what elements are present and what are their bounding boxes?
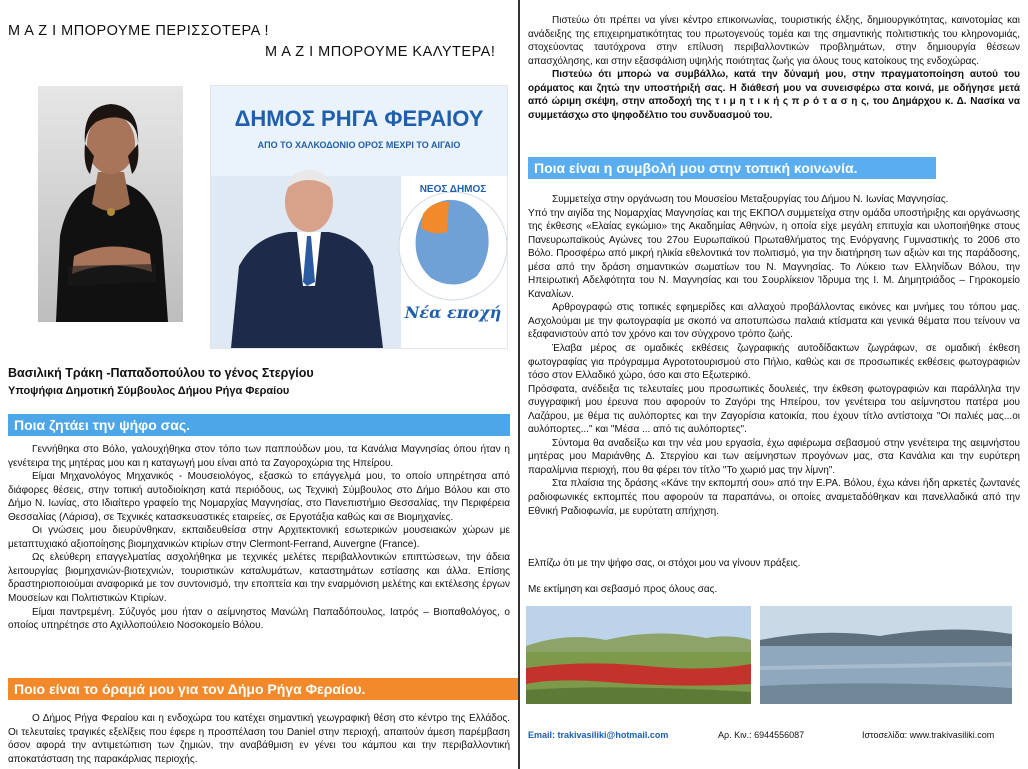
column-divider bbox=[518, 0, 520, 769]
vision-continued-paragraph: Πιστεύω ότι μπορώ να συμβάλλω, κατά την δύναμή μου, στην πραγματοποίηση αυτού του οράματος και ζητώ την υποστήριξή σας. Η διάθεσή μου να συνεισφέρω στα κοινά, με οδήγησε μετά από ώριμη σκέψη, στην αποδοχή της τ ι μ η τ ι κ ή ς π ρ ό τ α σ η ς, του Δημάρχου κ. Δ. Νασίκα να συμμετάσχω στο ψηφοδέλτιο του συνδυασμού του. bbox=[528, 69, 1020, 121]
candidate-role: Υποψήφια Δημοτική Σύμβουλος Δήμου Ρήγα Φεραίου bbox=[8, 385, 290, 397]
vision-continued-text bbox=[528, 14, 1020, 122]
slogan-line-2: Μ Α Ζ Ι ΜΠΟΡΟΥΜΕ ΚΑΛΥΤΕΡΑ! bbox=[265, 44, 496, 60]
why-vote-paragraph: Ως ελεύθερη επαγγελματίας ασχολήθηκα με τεχνικές μελέτες περιβαλλοντικών επιπτώσεων, την άδεια λειτουργίας βιομηχανιών-βιοτεχνιών, τουριστικών καταλυμάτων, καταστημάτων εστίασης και άλλα. Επίσης δραστηριοποιούμαι αναφορικά με τον συντονισμό, την εποπτεία και την εναρμόνιση μελέτης και εκτέλεσης έργων Μουσείων και Πολιτιστικών Κτιρίων. bbox=[8, 552, 510, 605]
contribution-paragraph: Αρθρογραφώ στις τοπικές εφημερίδες και αλλαχού προβάλλοντας εικόνες και μνήμες του τόπου μας. Ασχολούμαι με την φωτογραφία με σκοπό να αποτυπώσω παλαιά κτίσματα και γενικά θέματα που τείνουν να εξαφανιστούν από τον χρόνο και τον σύγχρονο τρόπο ζωής. bbox=[528, 302, 1020, 341]
poster-graphic bbox=[211, 86, 507, 348]
landscape-photo-poppies bbox=[526, 606, 751, 704]
heading-why-vote: Ποια ζητάει την ψήφο σας. bbox=[8, 414, 510, 436]
landscape-photo-lake bbox=[760, 606, 1012, 704]
why-vote-paragraph: Είμαι παντρεμένη. Σύζυγός μου ήταν ο αείμνηστος Μανώλη Παπαδόπουλος, Ιατρός – Βιοπαθολόγος, ο οποίος υπηρέτησε στο Αχιλλοπούλειο Νοσοκομείο Βόλου. bbox=[8, 606, 510, 632]
heading-contribution: Ποια είναι η συμβολή μου στην τοπική κοινωνία. bbox=[528, 157, 936, 179]
candidate-name: Βασιλική Τράκη -Παπαδοπούλου το γένος Στεργίου bbox=[8, 366, 314, 380]
heading-vision: Ποιο είναι το όραμά μου για τον Δήμο Ρήγα Φεραίου. bbox=[8, 678, 518, 700]
poster-badge-top: ΝΕΟΣ ΔΗΜΟΣ bbox=[419, 184, 487, 195]
party-poster bbox=[210, 85, 508, 349]
right-column bbox=[522, 0, 1028, 769]
vision-paragraph: Ο Δήμος Ρήγα Φεραίου και η ενδοχώρα του κατέχει σημαντική γεωγραφική θέση στο κέντρο της Ελλάδος. Οι τελευταίες τραγικές εξελίξεις που έφερε η προσπέλαση του Daniel στην περιοχή, απαιτούν άμεση παρέμβαση όσον αφορά την αντιμετώπιση των ζημιών, την αναβάθμιση εν γένει του κάμπου και την περιβαλλοντική αποκατάσταση της παρακάρλιας περιοχής. bbox=[8, 713, 510, 765]
landscape-photo-lake-illustration bbox=[760, 606, 1012, 704]
poster-title: ΔΗΜΟΣ ΡΗΓΑ ΦΕΡΑΙΟΥ bbox=[234, 106, 484, 131]
vision-continued-paragraph: Πιστεύω ότι πρέπει να γίνει κέντρο επικοινωνίας, τουριστικής έλξης, δημιουργικότητας, καινοτομίας και ανάδειξης της επιχειρηματικότητας του πρωτογενούς τομέα και της σημαντικής πολιτιστικής του κληρονομιάς, στοχεύοντας ταυτόχρονα στην επίλυση περιβαλλοντικών προβλημάτων, στην δημιουργία θέσεων απασχόλησης, και στην εξασφάλιση υψηλής ποιότητας ζωής για όλους τους κατοίκους της ενδοχώρας. bbox=[528, 15, 1020, 67]
slogan-line-1: Μ Α Ζ Ι ΜΠΟΡΟΥΜΕ ΠΕΡΙΣΣΟΤΕΡΑ ! bbox=[8, 23, 270, 39]
landscape-photo-poppies-illustration bbox=[526, 606, 751, 704]
contribution-text bbox=[528, 193, 1020, 518]
contact-website[interactable]: Ιστοσελίδα: www.trakivasiliki.com bbox=[862, 730, 995, 740]
contribution-paragraph: Πρόσφατα, ανέδειξα τις τελευταίες μου προσωπικές δουλειές, την έκθεση φωτογραφιών και παράλληλα την συγγραφική μου έρευνα που αφορούν το Ζαγόρι της Ηπείρου, τον γενέτειρα του αείμνηστου πατέρα μου Λαζάρου, με θέμα τις αυλόπορτες και την Ζαγορίσια κατοικία, που έχουν τίτλο αντίστοιχα "Οι παλιές μας...οι αυλόπορτες..." και "Μέσα ... από τις αυλόπορτες". bbox=[528, 383, 1020, 436]
vision-text bbox=[8, 712, 510, 766]
poster-tagline: ΑΠΟ ΤΟ ΧΑΛΚΟΔΟΝΙΟ ΟΡΟΣ ΜΕΧΡΙ ΤΟ ΑΙΓΑΙΟ bbox=[257, 140, 461, 150]
contribution-paragraph: Έλαβα μέρος σε ομαδικές εκθέσεις ζωγραφικής αυτοδίδακτων ζωγράφων, σε ομαδική έκθεση φωτογραφίας για πρόγραμμα Αγροτοτουρισμού στο Πήλιο, καθώς και σε προσωπικές εκθέσεις φωτογραφιών τόσο στον Ελλαδικό χώρο, όσο και στο Εξωτερικό. bbox=[528, 343, 1020, 382]
contact-email[interactable]: Email: trakivasiliki@hotmail.com bbox=[528, 730, 669, 740]
why-vote-paragraph: Είμαι Μηχανολόγος Μηχανικός - Μουσειολόγος, εξασκώ το επάγγελμά μου, το οποίο υπηρέτησα από διάφορες θέσεις, στην τοπική αυτοδιοίκηση κατά περιόδους, ως Τεχνική Σύμβουλος στο Δήμο Βόλου και στο Δήμο Ν. Ιωνίας, στο Ιδιαίτερο γραφείο της Νομαρχίας Μαγνησίας, στο Πανεπιστήμιο Θεσσαλίας, την Περιφέρεια Θεσσαλίας (Λάρισα), σε Τεχνικές κατασκευαστικές εταιρείες, σε Εργοτάξια καθώς και σε Βιομηχανίες. bbox=[8, 471, 510, 523]
why-vote-text bbox=[8, 443, 510, 633]
contact-phone: Αρ. Κιν.: 6944556087 bbox=[718, 730, 805, 740]
why-vote-paragraph: Οι γνώσεις μου διευρύνθηκαν, εκπαιδευθείσα στην Αρχιτεκτονική εσωτερικών μουσειακών χώρων με μεταπτυχιακό αξιοποίησης βιομηχανικών κτιρίων στην Clermont-Ferrand, Auvergne (France). bbox=[8, 525, 510, 550]
closing-line-1: Ελπίζω ότι με την ψήφο σας, οι στόχοι μου να γίνουν πράξεις. bbox=[528, 558, 801, 569]
candidate-photo-illustration bbox=[38, 86, 183, 322]
closing-line-2: Με εκτίμηση και σεβασμό προς όλους σας. bbox=[528, 584, 718, 595]
contribution-paragraph: Συμμετείχα στην οργάνωση του Μουσείου Μεταξουργίας του Δήμου Ν. Ιωνίας Μαγνησίας. bbox=[552, 194, 949, 205]
poster-badge-bottom: Νέα εποχή bbox=[404, 303, 502, 322]
why-vote-paragraph: Γεννήθηκα στο Βόλο, γαλουχήθηκα στον τόπο των παππούδων μου, τα Κανάλια Μαγνησίας όπου ήταν η γενέτειρα της μητέρας μου και η καταγωγή μου είναι από τα Ζαγοροχώρια της Ηπείρου. bbox=[8, 444, 510, 469]
contribution-paragraph: Υπό την αιγίδα της Νομαρχίας Μαγνησίας και της ΕΚΠΟΛ συμμετείχα στην ομάδα υποστήριξης και οργάνωσης της έκθεσης «Ελαίας εγκώμιο» της Ακαδημίας Αθηνών, η οποία είχε μεγάλη επιτυχία και υλοποιήθηκε στους Πανευρωπαϊκούς Αγώνες του 27ου Ευρωπαϊκού Πρωταθλήματος της Ενόργανης Γυμναστικής το 2006 στο Βόλο. Προσφέρω από μικρή ηλικία εθελοντικά τον πολιτισμό, για την διατήρηση των αξιών και της παράδοσης, μέσα από την δράση σημαντικών σωματίων του Ν. Μαγνησίας. Το Λύκειο των Ελληνίδων Βόλου, την Ηπειρωτική Αδελφότητα του Ν. Μαγνησίας και του Σουρλίκειον Ίδρυμα της Ι. Μ. Δημητριάδος – Γηροκομείο Καναλίων. bbox=[528, 207, 1020, 300]
candidate-photo bbox=[38, 86, 183, 322]
contribution-paragraph: Σύντομα θα αναδείξω και την νέα μου εργασία, έχω αφιέρωμα σεβασμού στην γενέτειρα της αειμνήστου μητέρας μου Μαριάνθης Δ. Στεργίου και των αείμνηστων προγόνων μας, στα Κανάλια και την ευρύτερη παραλίμνια περιοχή, που θα φέρει τον τίτλο "Το χωριό μας την λίμνη". bbox=[528, 437, 1020, 476]
contribution-paragraph: Στα πλαίσια της δράσης «Κάνε την εκπομπή σου» από την Ε.ΡΑ. Βόλου, έχω κάνει ήδη αρκετές ζωντανές ραδιοφωνικές εκπομπές που αφορούν τα παραπάνω, οι οποίες αναμεταδόθηκαν και πανελλαδικά από την Εθνική Ραδιοφωνία, με ευρύτατη απήχηση. bbox=[528, 478, 1020, 517]
